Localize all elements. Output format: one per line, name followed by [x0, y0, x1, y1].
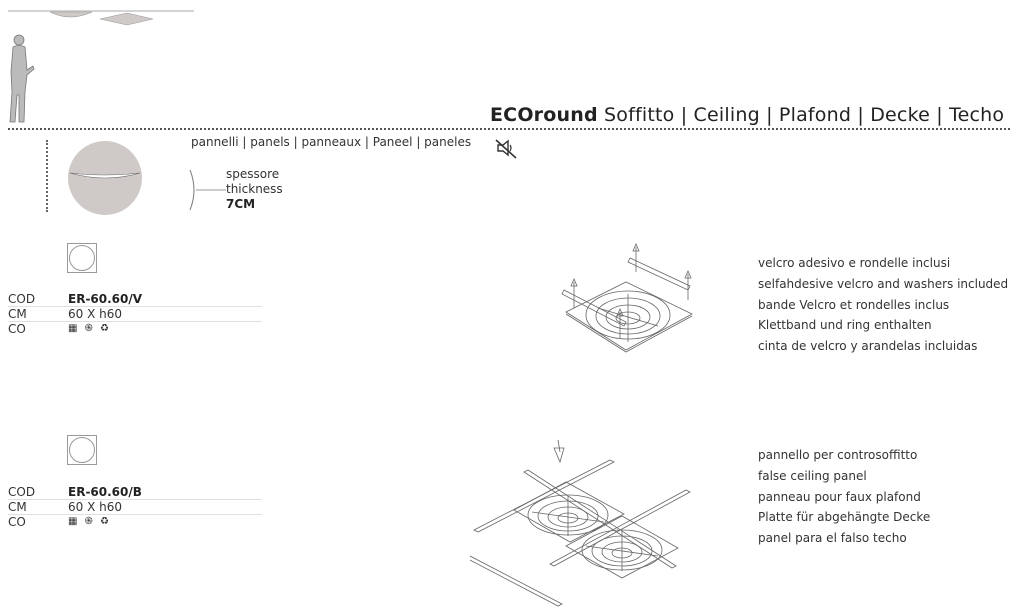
- scale-illustration: [0, 0, 200, 130]
- spec-key: COD: [8, 292, 36, 306]
- spec-row-co: [8, 321, 262, 336]
- title-languages: Soffitto | Ceiling | Plafond | Decke | Techo: [597, 104, 1005, 126]
- thickness-value: 7CM: [226, 197, 256, 211]
- certification-icons: ▦ ֍ ♻: [68, 516, 111, 527]
- spec-row-cm: [8, 306, 262, 321]
- certification-icons: ▦ ֍ ♻: [68, 323, 111, 334]
- product-size: 60 X h60: [68, 500, 122, 514]
- spec-key: CM: [8, 307, 27, 321]
- desc-line-es: cinta de velcro y arandelas incluidas: [758, 339, 978, 354]
- desc-line-de: Klettband und ring enthalten: [758, 318, 932, 333]
- human-silhouette-icon: [10, 35, 34, 122]
- product-thumbnail: [67, 243, 97, 273]
- spec-row-cod: [8, 485, 262, 499]
- page-title: [490, 104, 1004, 126]
- product-code: ER-60.60/V: [68, 292, 143, 306]
- desc-line-de: Platte für abgehängte Decke: [758, 510, 931, 525]
- panels-label: pannelli | panels | panneaux | Paneel | paneles: [191, 135, 472, 149]
- desc-line-en: false ceiling panel: [758, 468, 867, 483]
- spec-key: CO: [8, 322, 26, 336]
- spec-key: COD: [8, 485, 36, 499]
- thickness-line2: thickness: [226, 182, 283, 196]
- title-divider: [8, 128, 1010, 130]
- thickness-line1: spessore: [226, 167, 280, 181]
- product-spec-1: [8, 292, 262, 336]
- desc-line-en: selfahdesive velcro and washers included: [758, 276, 1009, 291]
- spec-key: CO: [8, 515, 26, 529]
- product-spec-2: [8, 485, 262, 529]
- product-code: ER-60.60/B: [68, 485, 142, 499]
- desc-line-it: velcro adesivo e rondelle inclusi: [758, 256, 951, 270]
- velcro-install-drawing: [560, 242, 700, 357]
- product-thumbnail: [67, 435, 97, 465]
- false-ceiling-description: [758, 445, 930, 549]
- velcro-description: [758, 253, 1008, 357]
- round-panel-image: [66, 139, 144, 217]
- thickness-label: [226, 167, 283, 212]
- false-ceiling-drawing: [470, 438, 695, 608]
- spec-key: CM: [8, 500, 27, 514]
- desc-line-fr: panneau pour faux plafond: [758, 489, 921, 504]
- acoustic-icon: [494, 138, 518, 160]
- spec-row-cm: [8, 499, 262, 514]
- thickness-profile: [186, 168, 228, 212]
- vertical-divider: [46, 140, 48, 212]
- desc-line-fr: bande Velcro et rondelles inclus: [758, 297, 950, 312]
- desc-line-es: panel para el falso techo: [758, 531, 907, 546]
- spec-row-co: [8, 514, 262, 529]
- product-size: 60 X h60: [68, 307, 122, 321]
- brand-name: ECOround: [490, 104, 598, 126]
- desc-line-it: pannello per controsoffitto: [758, 448, 918, 462]
- spec-row-cod: [8, 292, 262, 306]
